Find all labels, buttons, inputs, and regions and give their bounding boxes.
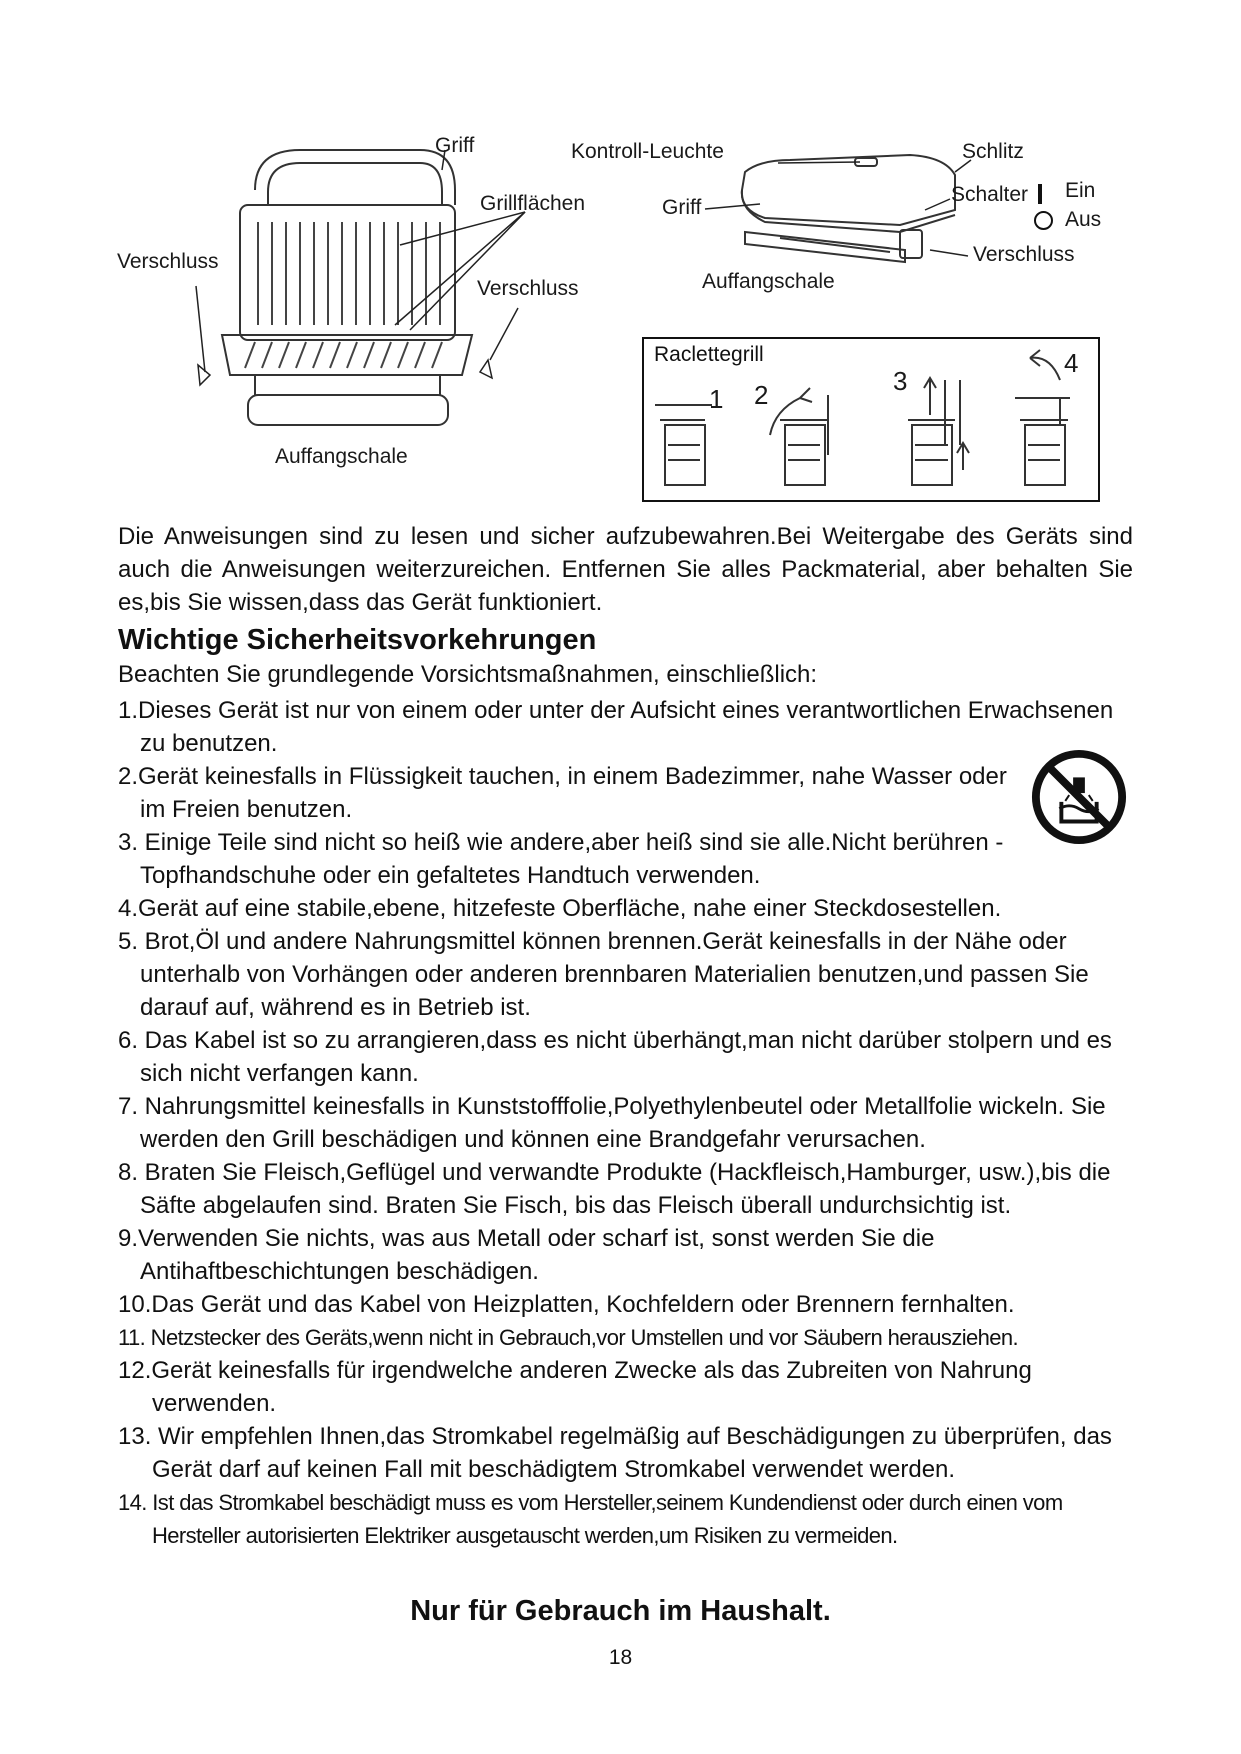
no-immersion-warning-icon (1030, 748, 1128, 846)
raclette-step-number-3: 3 (893, 366, 908, 396)
label-griff-right: Griff (662, 196, 702, 219)
rule-item: 9.Verwenden Sie nichts, was aus Metall oder scharf ist, sonst werden Sie die Antihaftbeschichtungen beschädigen. (118, 1225, 935, 1285)
rule-item: 7. Nahrungsmittel keinesfalls in Kunststofffolie,Polyethylenbeutel oder Metallfolie wickeln. Sie werden den Grill beschädigen und können eine Brandgefahr verursachen. (118, 1093, 1106, 1153)
safety-rules-list (118, 694, 1133, 1552)
rule-item: 11. Netzstecker des Geräts,wenn nicht in Gebrauch,vor Umstellen und vor Säubern herausziehen. (118, 1325, 1019, 1350)
safety-heading: Wichtige Sicherheitsvorkehrungen (118, 624, 597, 656)
label-griff-top: Griff (435, 134, 475, 157)
rule-item: 6. Das Kabel ist so zu arrangieren,dass es nicht überhängt,man nicht darüber stolpern und es sich nicht verfangen kann. (118, 1027, 1112, 1087)
label-verschluss-right: Verschluss (973, 243, 1075, 266)
page-number: 18 (608, 1646, 633, 1669)
raclette-step-number-2: 2 (754, 380, 769, 410)
label-ein: Ein (1065, 179, 1096, 202)
rule-item: 10.Das Gerät und das Kabel von Heizplatten, Kochfeldern oder Brennern fernhalten. (118, 1291, 1015, 1318)
rule-item: 5. Brot,Öl und andere Nahrungsmittel können brennen.Gerät keinesfalls in der Nähe oder unterhalb von Vorhängen oder anderen brennbaren Materialien benutzen,und passen Sie darauf auf, während es in Betrieb ist. (118, 928, 1089, 1021)
rule-item: 12.Gerät keinesfalls für irgendwelche anderen Zwecke als das Zubreiten von Nahrung verwenden. (118, 1357, 1032, 1417)
rule-item: 1.Dieses Gerät ist nur von einem oder unter der Aufsicht eines verantwortlichen Erwachsenen zu benutzen. (118, 697, 1114, 757)
label-auffangschale-left: Auffangschale (275, 445, 408, 468)
raclette-step-number-1: 1 (709, 384, 724, 414)
rule-item: 8. Braten Sie Fleisch,Geflügel und verwandte Produkte (Hackfleisch,Hamburger, usw.),bis die Säfte abgelaufen sind. Braten Sie Fisch, bis das Fleisch überall undurchsichtig ist. (118, 1159, 1111, 1219)
grill-diagram (0, 0, 1241, 520)
label-grillflaechen: Grillflächen (480, 192, 586, 215)
switch-off-icon (1034, 211, 1053, 230)
switch-on-icon (1038, 184, 1042, 204)
label-schalter: Schalter (951, 183, 1029, 206)
label-schlitz: Schlitz (962, 140, 1024, 163)
rule-item: 13. Wir empfehlen Ihnen,das Stromkabel regelmäßig auf Beschädigungen zu überprüfen, das Gerät darf auf keinen Fall mit beschädigtem Stromkabel verwendet werden. (118, 1423, 1112, 1483)
open-grill-illustration (222, 150, 472, 425)
rule-item: 14. Ist das Stromkabel beschädigt muss es vom Hersteller,seinem Kundendienst oder durch einen vom Hersteller autorisierten Elektriker ausgetauscht werden,um Risiken zu vermeiden. (118, 1490, 1063, 1548)
raclette-title: Raclettegrill (654, 343, 764, 366)
household-use-notice: Nur für Gebrauch im Haushalt. (410, 1595, 831, 1627)
open-grill-leader-lines (196, 150, 525, 385)
rule-item: 3. Einige Teile sind nicht so heiß wie andere,aber heiß sind sie alle.Nicht berühren - Topfhandschuhe oder ein gefaltetes Handtuch verwenden. (118, 829, 1004, 889)
grill-ridges-bottom (245, 342, 442, 368)
label-kontroll-leuchte: Kontroll-Leuchte (571, 140, 724, 163)
safety-subheading: Beachten Sie grundlegende Vorsichtsmaßnahmen, einschließlich: (118, 661, 818, 688)
rule-item: 2.Gerät keinesfalls in Flüssigkeit tauchen, in einem Badezimmer, nahe Wasser oder im Freien benutzen. (118, 763, 1007, 823)
raclette-panel (642, 337, 1100, 502)
label-aus: Aus (1065, 208, 1102, 231)
raclette-step-number-4: 4 (1064, 348, 1079, 378)
rule-item: 4.Gerät auf eine stabile,ebene, hitzefeste Oberfläche, nahe einer Steckdosestellen. (118, 895, 1002, 922)
label-auffangschale-right: Auffangschale (702, 270, 835, 293)
closed-grill-illustration (742, 155, 955, 262)
label-verschluss-mid: Verschluss (477, 277, 579, 300)
intro-paragraph: Die Anweisungen sind zu lesen und sicher aufzubewahren.Bei Weitergabe des Geräts sind auch die Anweisungen weiterzureichen. Entfernen Sie alles Packmaterial, aber behalten Sie es,bis Sie wissen,dass das Gerät funktioniert. (118, 523, 1133, 616)
label-verschluss-left: Verschluss (117, 250, 219, 273)
